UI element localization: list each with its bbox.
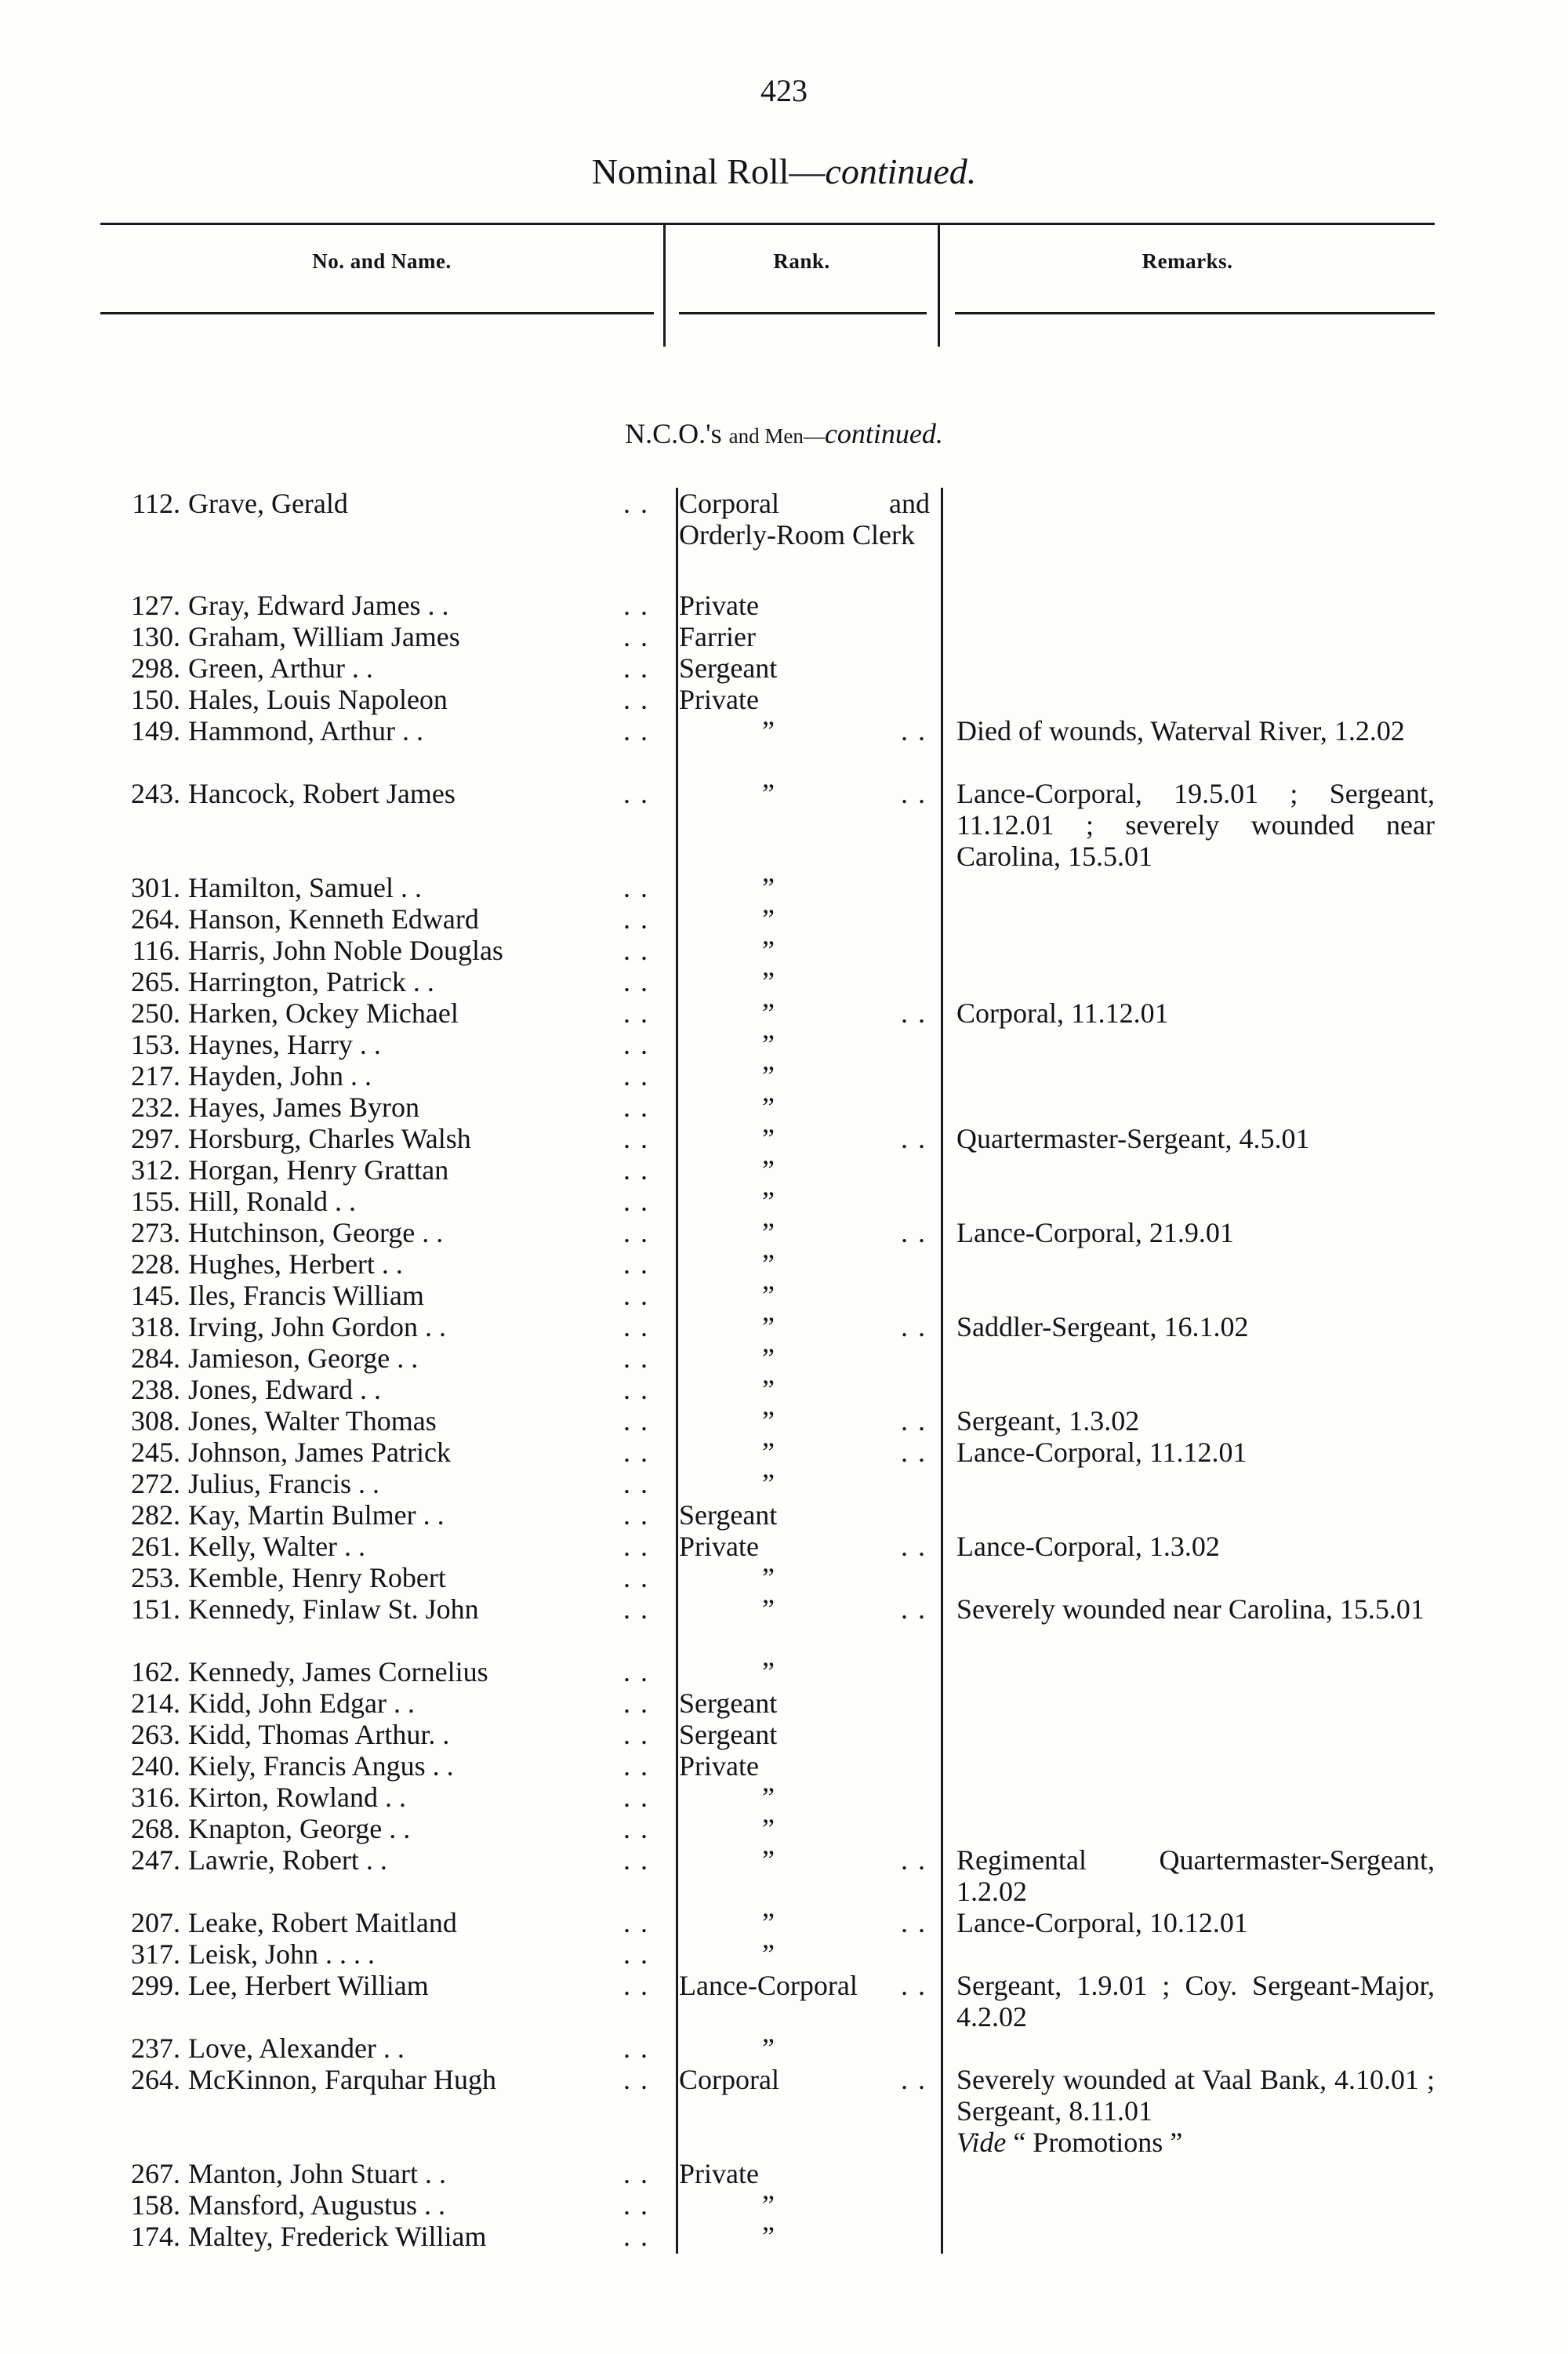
entry-number: 253. (131, 1562, 180, 1593)
entry-rank: ” (762, 1593, 775, 1625)
entry-name: Kidd, John Edgar . . (188, 1687, 415, 1719)
section-lead: N.C.O.'s (625, 418, 722, 449)
entry-rank: ” (762, 1938, 775, 1970)
leader-dots: . . (623, 1029, 649, 1060)
column-header-name: No. and Name. (312, 249, 452, 273)
entry-name: Leisk, John . . . . (188, 1938, 375, 1970)
entry-number: 116. (132, 935, 180, 966)
remark-text: Sergeant, 1.3.02 (956, 1405, 1140, 1437)
entry-number: 299. (131, 1970, 180, 2001)
entry-rank: Sergeant (679, 1687, 778, 1719)
entry-number: 130. (131, 621, 180, 652)
leader-dots: . . (901, 1844, 927, 1876)
leader-dots: . . (623, 1342, 649, 1374)
entry-number: 250. (131, 997, 180, 1029)
entry-rank: ” (762, 872, 775, 903)
leader-dots: . . (901, 997, 927, 1029)
entry-remark (956, 715, 1435, 747)
entry-remark (956, 1311, 1435, 1342)
entry-name: Haynes, Harry . . (188, 1029, 381, 1060)
leader-dots: . . (623, 1060, 649, 1092)
entry-name: Johnson, James Patrick (188, 1437, 451, 1468)
entry-rank: ” (762, 2033, 775, 2064)
entry-number: 145. (131, 1280, 180, 1311)
leader-dots: . . (623, 715, 649, 747)
entry-rank: ” (762, 1311, 775, 1342)
entry-number: 150. (131, 684, 180, 715)
entry-rank: ” (762, 778, 775, 809)
leader-dots: . . (623, 1813, 649, 1844)
remark-text: Lance-Corporal, 10.12.01 (956, 1907, 1248, 1938)
leader-dots: . . (901, 1970, 927, 2001)
entry-name: Hayes, James Byron (188, 1092, 419, 1123)
entry-rank: ” (762, 1342, 775, 1374)
leader-dots: . . (623, 2158, 649, 2189)
entry-number: 284. (131, 1342, 180, 1374)
leader-dots: . . (623, 1844, 649, 1876)
entry-number: 297. (131, 1123, 180, 1154)
entry-remark (956, 1844, 1435, 1907)
entry-name: Hammond, Arthur . . (188, 715, 423, 747)
entry-number: 240. (131, 1750, 180, 1782)
entry-name: Kay, Martin Bulmer . . (188, 1499, 445, 1531)
entry-number: 317. (131, 1938, 180, 1970)
entry-number: 245. (131, 1437, 180, 1468)
leader-dots: . . (623, 1248, 649, 1280)
leader-dots: . . (623, 2033, 649, 2064)
entry-number: 238. (131, 1374, 180, 1405)
entry-number: 149. (131, 715, 180, 747)
entry-name: Irving, John Gordon . . (188, 1311, 446, 1342)
entry-number: 282. (131, 1499, 180, 1531)
leader-dots: . . (623, 1405, 649, 1437)
column-header-remarks: Remarks. (1142, 249, 1233, 273)
entry-number: 174. (131, 2221, 180, 2252)
leader-dots: . . (623, 590, 649, 621)
leader-dots: . . (901, 1311, 927, 1342)
entry-number: 268. (131, 1813, 180, 1844)
entry-number: 207. (131, 1907, 180, 1938)
remark-text: Regimental Quartermaster-Sergeant, 1.2.02 (956, 1844, 1435, 1907)
leader-dots: . . (623, 1907, 649, 1938)
entry-name: Jamieson, George . . (188, 1342, 419, 1374)
entry-number: 261. (131, 1531, 180, 1562)
entry-number: 214. (131, 1687, 180, 1719)
entry-name: Iles, Francis William (188, 1280, 424, 1311)
leader-dots: . . (901, 1907, 927, 1938)
entry-name: Green, Arthur . . (188, 652, 373, 684)
entry-name: Knapton, George . . (188, 1813, 411, 1844)
entry-name: Grave, Gerald (188, 488, 348, 519)
entry-number: 155. (131, 1186, 180, 1217)
entry-number: 127. (131, 590, 180, 621)
leader-dots: . . (623, 1499, 649, 1531)
entry-rank: ” (762, 1092, 775, 1123)
entry-name: McKinnon, Farquhar Hugh (188, 2064, 496, 2095)
entry-remark (956, 1907, 1435, 1938)
entry-remark (956, 1531, 1435, 1562)
leader-dots: . . (623, 1782, 649, 1813)
remark-text: Corporal, 11.12.01 (956, 997, 1169, 1029)
remark-text: Lance-Corporal, 11.12.01 (956, 1437, 1247, 1468)
entry-rank: ” (762, 1844, 775, 1876)
entry-rank: ” (762, 1907, 775, 1938)
entry-rank: ” (762, 966, 775, 997)
entry-rank: ” (762, 997, 775, 1029)
entry-rank: ” (762, 1248, 775, 1280)
leader-dots: . . (623, 1687, 649, 1719)
entry-rank: ” (762, 715, 775, 747)
leader-dots: . . (901, 1123, 927, 1154)
leader-dots: . . (623, 1719, 649, 1750)
entry-rank: ” (762, 1154, 775, 1186)
leader-dots: . . (623, 1217, 649, 1248)
leader-dots: . . (623, 997, 649, 1029)
entry-remark (956, 997, 1435, 1029)
leader-dots: . . (901, 2064, 927, 2095)
leader-dots: . . (623, 1656, 649, 1687)
entry-number: 217. (131, 1060, 180, 1092)
entry-name: Manton, John Stuart . . (188, 2158, 446, 2189)
entry-rank: ” (762, 1186, 775, 1217)
leader-dots: . . (623, 903, 649, 935)
entry-rank: Sergeant (679, 1499, 778, 1531)
leader-dots: . . (901, 1405, 927, 1437)
leader-dots: . . (623, 1938, 649, 1970)
leader-dots: . . (623, 935, 649, 966)
entry-rank: Lance-Corporal (679, 1970, 858, 2001)
entry-name: Kiely, Francis Angus . . (188, 1750, 454, 1782)
entry-rank: ” (762, 1437, 775, 1468)
remark-text: Severely wounded at Vaal Bank, 4.10.01 ; Sergeant, 8.11.01 (956, 2064, 1435, 2127)
leader-dots: . . (623, 872, 649, 903)
entry-number: 308. (131, 1405, 180, 1437)
entry-name: Hughes, Herbert . . (188, 1248, 403, 1280)
entry-rank: ” (762, 1813, 775, 1844)
entry-name: Lee, Herbert William (188, 1970, 429, 2001)
entry-remark (956, 1437, 1435, 1468)
entry-rank: ” (762, 1280, 775, 1311)
leader-dots: . . (901, 1217, 927, 1248)
entry-number: 228. (131, 1248, 180, 1280)
entry-number: 112. (132, 488, 180, 519)
entry-number: 301. (131, 872, 180, 903)
leader-dots: . . (623, 621, 649, 652)
entry-rank: Private (679, 684, 759, 715)
entry-number: 232. (131, 1092, 180, 1123)
leader-dots: . . (901, 1531, 927, 1562)
entry-number: 243. (131, 778, 180, 809)
leader-dots: . . (623, 2221, 649, 2252)
entry-rank: Private (679, 1531, 759, 1562)
entry-rank: ” (762, 1468, 775, 1499)
entry-name: Kennedy, Finlaw St. John (188, 1593, 479, 1625)
entry-rank: ” (762, 1123, 775, 1154)
entry-name: Lawrie, Robert . . (188, 1844, 387, 1876)
leader-dots: . . (901, 778, 927, 809)
entry-name: Jones, Walter Thomas (188, 1405, 437, 1437)
leader-dots: . . (623, 1374, 649, 1405)
entry-number: 318. (131, 1311, 180, 1342)
entry-remark (956, 1405, 1435, 1437)
entry-number: 264. (131, 903, 180, 935)
remark-text: Quartermaster-Sergeant, 4.5.01 (956, 1123, 1310, 1154)
remark-text: Died of wounds, Waterval River, 1.2.02 (956, 715, 1405, 747)
entry-number: 265. (131, 966, 180, 997)
remark-text: Sergeant, 1.9.01 ; Coy. Sergeant-Major, 4.2.02 (956, 1970, 1435, 2033)
entry-name: Harken, Ockey Michael (188, 997, 459, 1029)
leader-dots: . . (623, 1468, 649, 1499)
entry-rank: ” (762, 1405, 775, 1437)
entry-remark (956, 1123, 1435, 1154)
leader-dots: . . (623, 2064, 649, 2095)
leader-dots: . . (623, 1562, 649, 1593)
entry-name: Hales, Louis Napoleon (188, 684, 448, 715)
remark-text: Saddler-Sergeant, 16.1.02 (956, 1311, 1249, 1342)
entry-number: 237. (131, 2033, 180, 2064)
leader-dots: . . (623, 1280, 649, 1311)
entry-name: Hutchinson, George . . (188, 1217, 444, 1248)
column-header-rank: Rank. (773, 249, 830, 273)
leader-dots: . . (623, 1437, 649, 1468)
entry-name: Hancock, Robert James (188, 778, 456, 809)
entry-name: Hanson, Kenneth Edward (188, 903, 479, 935)
remark-text: Lance-Corporal, 19.5.01 ; Sergeant, 11.12.01 ; severely wounded near Carolina, 15.5.01 (956, 778, 1435, 872)
entry-name: Harrington, Patrick . . (188, 966, 434, 997)
entry-name: Horsburg, Charles Walsh (188, 1123, 471, 1154)
title-main: Nominal Roll— (591, 151, 826, 191)
leader-dots: . . (901, 1593, 927, 1625)
entry-rank: Corporal and Orderly-Room Clerk (679, 488, 930, 550)
entry-rank: Private (679, 2158, 759, 2189)
title-continued: continued. (825, 151, 977, 191)
leader-dots: . . (623, 1750, 649, 1782)
remark-reference: “ Promotions ” (1006, 2127, 1183, 2158)
entry-name: Kemble, Henry Robert (188, 1562, 446, 1593)
leader-dots: . . (901, 715, 927, 747)
leader-dots: . . (623, 1593, 649, 1625)
entry-name: Horgan, Henry Grattan (188, 1154, 449, 1186)
leader-dots: . . (623, 1970, 649, 2001)
entry-name: Harris, John Noble Douglas (188, 935, 503, 966)
entry-number: 272. (131, 1468, 180, 1499)
entry-remark (956, 1217, 1435, 1248)
entry-number: 162. (131, 1656, 180, 1687)
entry-rank: ” (762, 903, 775, 935)
entry-rank: Sergeant (679, 652, 778, 684)
entry-number: 298. (131, 652, 180, 684)
entry-rank: ” (762, 1656, 775, 1687)
entry-rank: ” (762, 1782, 775, 1813)
entry-rank: ” (762, 935, 775, 966)
entry-number: 263. (131, 1719, 180, 1750)
entry-number: 312. (131, 1154, 180, 1186)
entry-rank: Corporal (679, 2064, 779, 2095)
entry-remark (956, 778, 1435, 872)
entry-name: Kidd, Thomas Arthur. . (188, 1719, 450, 1750)
entry-name: Maltey, Frederick William (188, 2221, 487, 2252)
entry-number: 267. (131, 2158, 180, 2189)
leader-dots: . . (623, 1154, 649, 1186)
entry-name: Jones, Edward . . (188, 1374, 381, 1405)
entry-number: 158. (131, 2189, 180, 2221)
leader-dots: . . (623, 684, 649, 715)
section-continued: continued. (824, 418, 943, 449)
leader-dots: . . (623, 1186, 649, 1217)
entry-rank: Sergeant (679, 1719, 778, 1750)
entry-number: 264. (131, 2064, 180, 2095)
leader-dots: . . (623, 2189, 649, 2221)
entry-number: 273. (131, 1217, 180, 1248)
entry-remark (956, 1970, 1435, 2033)
leader-dots: . . (623, 966, 649, 997)
entry-rank: ” (762, 1060, 775, 1092)
entry-number: 151. (131, 1593, 180, 1625)
remark-text: Lance-Corporal, 21.9.01 (956, 1217, 1234, 1248)
entry-number: 153. (131, 1029, 180, 1060)
entry-name: Hamilton, Samuel . . (188, 872, 422, 903)
leader-dots: . . (623, 1092, 649, 1123)
leader-dots: . . (623, 778, 649, 809)
entry-rank: ” (762, 1029, 775, 1060)
entry-name: Kelly, Walter . . (188, 1531, 366, 1562)
entry-rank: Private (679, 590, 759, 621)
entry-number: 316. (131, 1782, 180, 1813)
entry-name: Gray, Edward James . . (188, 590, 449, 621)
entry-name: Mansford, Augustus . . (188, 2189, 446, 2221)
entry-rank: Private (679, 1750, 759, 1782)
remark-vide: Vide (956, 2127, 1007, 2158)
entry-remark (956, 1593, 1435, 1625)
leader-dots: . . (623, 1123, 649, 1154)
entry-rank: ” (762, 2189, 775, 2221)
remark-text: Severely wounded near Carolina, 15.5.01 (956, 1593, 1425, 1625)
leader-dots: . . (623, 1531, 649, 1562)
entry-name: Kennedy, James Cornelius (188, 1656, 488, 1687)
leader-dots: . . (901, 1437, 927, 1468)
entry-name: Kirton, Rowland . . (188, 1782, 406, 1813)
entry-number: 247. (131, 1844, 180, 1876)
entry-name: Hill, Ronald . . (188, 1186, 356, 1217)
entry-name: Leake, Robert Maitland (188, 1907, 457, 1938)
entry-name: Love, Alexander . . (188, 2033, 405, 2064)
leader-dots: . . (623, 652, 649, 684)
entry-name: Graham, William James (188, 621, 460, 652)
entry-name: Hayden, John . . (188, 1060, 372, 1092)
leader-dots: . . (623, 1311, 649, 1342)
leader-dots: . . (623, 488, 649, 519)
entry-rank: ” (762, 1217, 775, 1248)
entry-name: Julius, Francis . . (188, 1468, 380, 1499)
entry-rank: Farrier (679, 621, 756, 652)
page-number: 423 (760, 73, 808, 108)
section-and-men: and Men— (728, 424, 825, 448)
entry-rank: ” (762, 1562, 775, 1593)
entry-rank: ” (762, 1374, 775, 1405)
entry-remark (956, 2064, 1435, 2158)
entry-rank: ” (762, 2221, 775, 2252)
remark-text: Lance-Corporal, 1.3.02 (956, 1531, 1220, 1562)
